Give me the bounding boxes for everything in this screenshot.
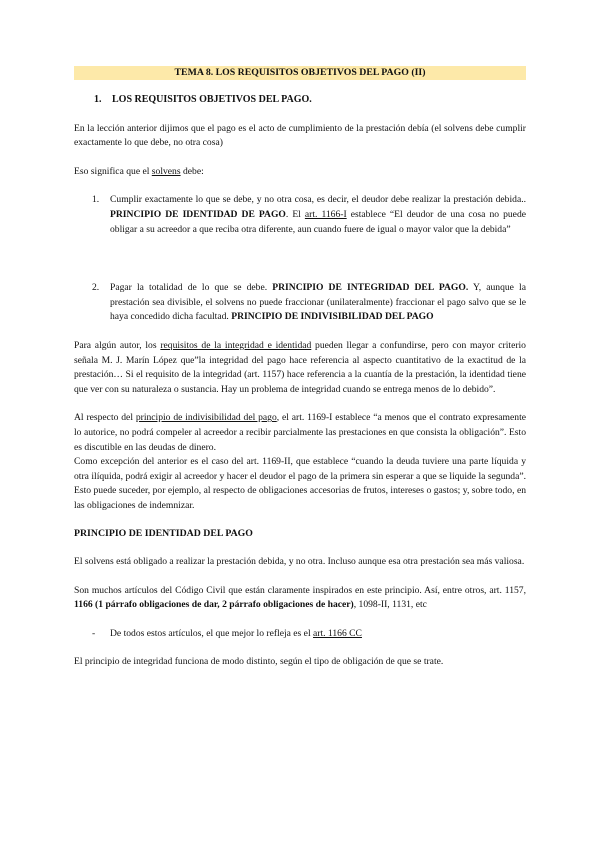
list-number: 2. (92, 282, 100, 294)
paragraph-intro: En la lección anterior dijimos que el pago es el acto de cumplimiento de la prestación debía (el solvens debe cumplir exactamente lo que debe, no otra cosa) (74, 122, 526, 149)
requirements-list (74, 193, 526, 325)
paragraph-articles (74, 584, 526, 613)
bullet-dash: - (92, 627, 96, 639)
paragraph-indivisibility (74, 411, 526, 455)
document-title: TEMA 8. LOS REQUISITOS OBJETIVOS DEL PAGO (II) (74, 66, 526, 80)
section-number: 1. (94, 94, 102, 105)
article-link[interactable]: art. 1166-I (304, 208, 347, 220)
bold-term: PRINCIPIO DE INTEGRIDAD DEL PAGO. (272, 282, 469, 294)
text-run: Pagar la totalidad de lo que se debe. (110, 282, 273, 294)
text-run: Para algún autor, los (74, 339, 161, 351)
section-heading-1 (94, 93, 526, 108)
paragraph-solvens-obligation: El solvens está obligado a realizar la prestación debida, y no otra. Incluso aunque esa otra prestación sea más valiosa. (74, 556, 525, 568)
underlined-term: requisitos de la integridad e identidad (160, 339, 312, 351)
section-heading-2: PRINCIPIO DE IDENTIDAD DEL PAGO (74, 528, 253, 540)
bold-term: PRINCIPIO DE INDIVISIBILIDAD DEL PAGO (231, 311, 434, 323)
text-run: Al respecto del (74, 412, 136, 424)
text-run: Son muchos artículos del Código Civil que están claramente inspirados en este principio. Así, entre otros, art. 1157, (74, 584, 526, 596)
text-run: . El (285, 208, 305, 220)
text-run: Cumplir exactamente lo que se debe, y no otra cosa, es decir, el deudor debe realizar la prestación debida.. (110, 194, 526, 206)
underlined-term: principio de indivisibilidad del pago (135, 412, 277, 424)
list-number: 1. (92, 194, 100, 206)
text-run: establece “El deudor de una cosa no puede obligar a su acreedor a que reciba otra diferente, aun cuando fuere de igual o mayor valor que la debida” (110, 208, 526, 235)
bold-term: 1166 (1 párrafo obligaciones de dar, 2 párrafo obligaciones de hacer) (74, 599, 354, 611)
paragraph-integrity-identity (74, 339, 526, 397)
text-run: pueden llegar a confundirse, pero con mayor criterio señala M. J. Marín López que”la integridad del pago hace referencia al aspecto cuantitativo de la exactitud de la prestación… Si el requisito de la integridad (art. 1157) hace referencia a la cuantía de la prestación, la identidad tiene que ver con su naturaleza o sustancia. Hay un problema de integridad cuando se entrega menos de lo debido”. (74, 339, 526, 395)
bullet-item (74, 627, 526, 642)
paragraph-solvens (74, 165, 526, 180)
bold-term: PRINCIPIO DE IDENTIDAD DE PAGO (110, 208, 286, 220)
text-run: , el art. 1169-I establece “a menos que el contrato expresamente lo autorice, no podrá compeler al acreedor a recibir parcialmente las prestaciones en que consista la obligación”. Esto es discutible en las deudas de dinero. (74, 412, 526, 453)
text-run: Eso significa que el (74, 165, 152, 177)
text-run: De todos estos artículos, el que mejor lo refleja es el (110, 627, 314, 639)
article-link[interactable]: art. 1166 CC (313, 627, 362, 639)
list-item-integrity (74, 281, 526, 325)
text-run: debe: (180, 165, 204, 177)
text-run: Y, aunque la prestación sea divisible, el solvens no puede fraccionar (unilateralmente) fraccionar el pago salvo que se le haya concedido dicha facultad. (110, 282, 526, 323)
text-run: , 1098-II, 1131, etc (353, 599, 427, 611)
paragraph-exception: Como excepción del anterior es el caso del art. 1169-II, que establece “cuando la deuda tuviere una parte líquida y otra ilíquida, podrá exigir al acreedor y hacer el deudor el pago de la primera sin esperar a que se liquide la segunda”. Esto puede suceder, por ejemplo, al respecto de obligaciones accesorias de frutos, intereses o gastos; y, sobre todo, en las obligaciones de indemnizar. (74, 456, 526, 511)
list-item-identity (74, 193, 526, 237)
section-heading-text: LOS REQUISITOS OBJETIVOS DEL PAGO. (112, 94, 312, 105)
paragraph-integrity-principle: El principio de integridad funciona de modo distinto, según el tipo de obligación de que se trate. (74, 656, 444, 668)
underlined-term: solvens (151, 165, 181, 177)
